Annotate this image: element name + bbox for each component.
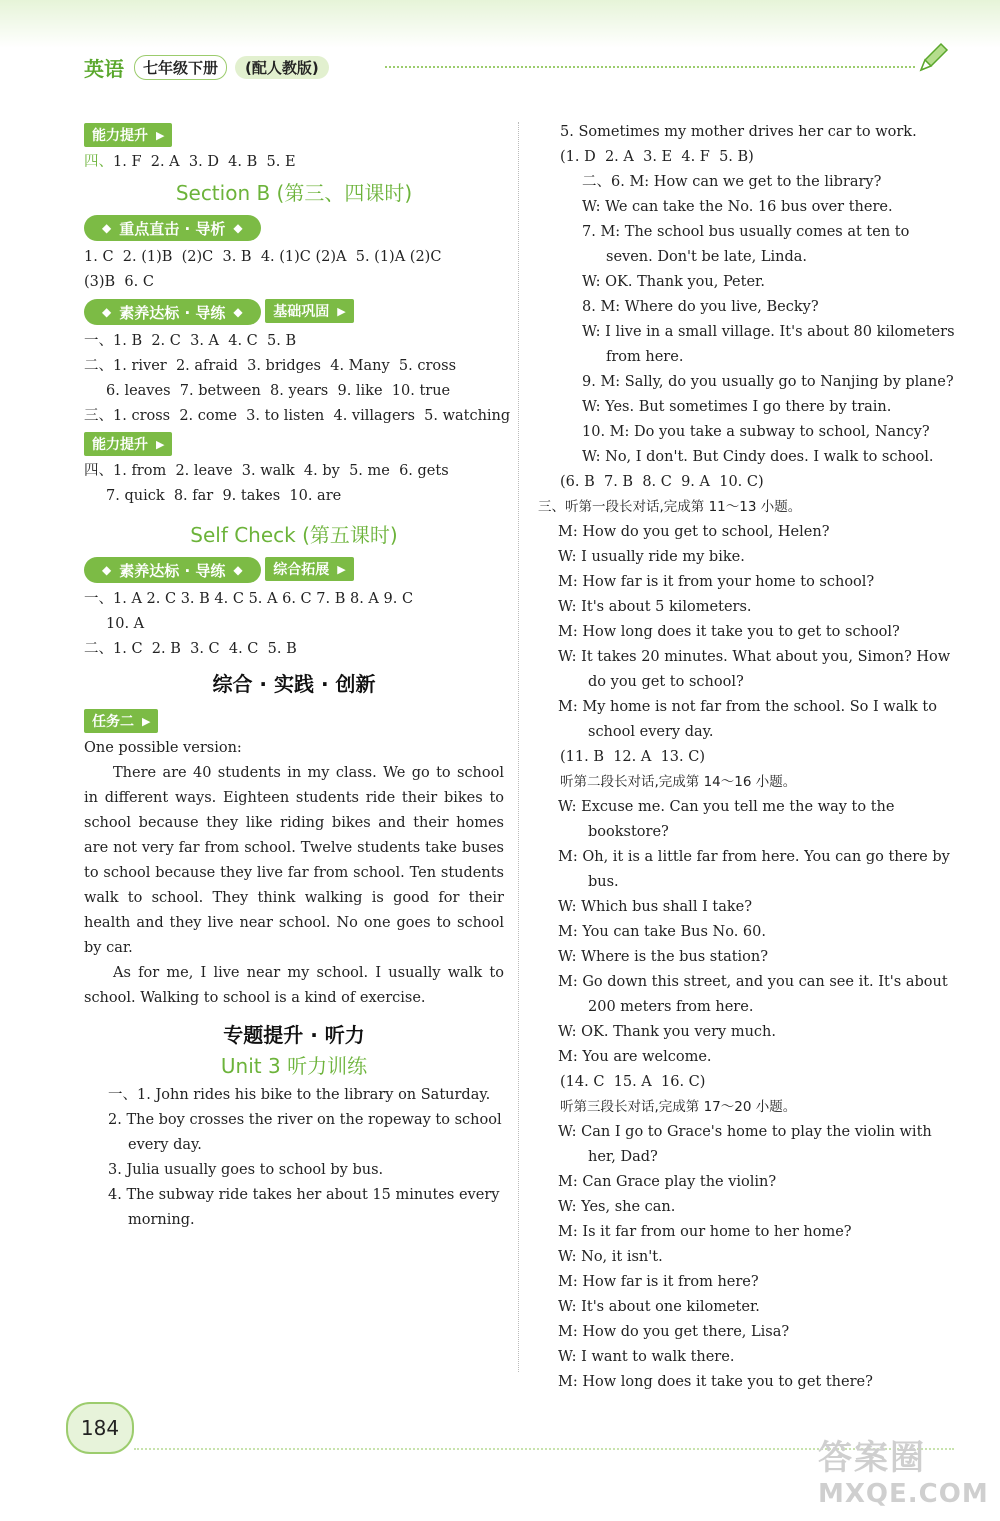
dialogue-line: M: Is it far from our home to her home?: [558, 1224, 852, 1240]
dialogue-line: M: You can take Bus No. 60.: [558, 924, 766, 940]
dialogue-line: 二、6. M: How can we get to the library?: [582, 174, 882, 190]
dialogue-line: 9. M: Sally, do you usually go to Nanjing by plane?: [582, 374, 954, 390]
watermark: [818, 1430, 989, 1509]
list-item: 4. The subway ride takes her about 15 minutes every morning.: [108, 1187, 500, 1228]
dialogue-line: W: It's about one kilometer.: [558, 1299, 760, 1315]
section-tag: 基础巩固 ▶: [265, 299, 353, 323]
list-item: 5. Sometimes my mother drives her car to work.: [560, 124, 917, 140]
section-tag: 综合拓展 ▶: [265, 557, 353, 581]
dialogue-line: M: How long does it take you to get to school?: [558, 624, 900, 640]
dialogue-line: W: Excuse me. Can you tell me the way to the bookstore?: [558, 799, 895, 840]
dialogue-line: W: I live in a small village. It's about 80 kilometers from here.: [582, 324, 955, 365]
list-item: 2. The boy crosses the river on the ropeway to school every day.: [108, 1112, 502, 1153]
pen-icon: [915, 40, 951, 76]
edition-label: (配人教版): [235, 56, 329, 79]
answer-line: 10. A: [106, 616, 145, 632]
dialogue-line: M: You are welcome.: [558, 1049, 712, 1065]
dialogue-line: M: How long does it take you to get there?: [558, 1374, 873, 1390]
dialogue-line: W: Which bus shall I take?: [558, 899, 753, 915]
top-band: [0, 0, 1000, 48]
dialogue-line: W: It's about 5 kilometers.: [558, 599, 752, 615]
list-item: 3. Julia usually goes to school by bus.: [108, 1162, 384, 1178]
dialogue-line: 7. M: The school bus usually comes at ten to seven. Don't be late, Linda.: [582, 224, 910, 265]
dialogue-line: W: We can take the No. 16 bus over there.: [582, 199, 893, 215]
dialogue-line: 8. M: Where do you live, Becky?: [582, 299, 819, 315]
section-heading: Unit 3 听力训练: [220, 1054, 368, 1078]
answer-line: (3)B 6. C: [84, 274, 154, 290]
diamond-icon: ◆: [102, 221, 112, 235]
page-number: 184: [66, 1402, 134, 1454]
play-arrow-icon: ▶: [142, 714, 151, 728]
diamond-icon: ◆: [233, 305, 243, 319]
answer-line: 二、1. C 2. B 3. C 4. C 5. B: [84, 641, 297, 657]
column-divider: [518, 122, 519, 1372]
dialogue-line: M: My home is not far from the school. So I walk to school every day.: [558, 699, 937, 740]
dialogue-line: 10. M: Do you take a subway to school, Nancy?: [582, 424, 930, 440]
answer-line: (14. C 15. A 16. C): [560, 1074, 706, 1090]
diamond-icon: ◆: [233, 221, 243, 235]
dialogue-line: W: Yes, she can.: [558, 1199, 676, 1215]
dialogue-line: W: Can I go to Grace's home to play the violin with her, Dad?: [558, 1124, 932, 1165]
essay-paragraph: There are 40 students in my class. We go to school in different ways. Eighteen students ride their bikes to school because they like riding bikes and their homes are not very far from school. Twelve students take buses to school because they live far from school. Ten students walk to school. They think walking is good for their health and they live near school. No one goes to school by car.: [84, 765, 504, 956]
essay-intro: One possible version:: [84, 740, 242, 756]
answer-line: (6. B 7. B 8. C 9. A 10. C): [560, 474, 764, 490]
answer-line: (11. B 12. A 13. C): [560, 749, 705, 765]
section-title: 综合 · 实践 · 创新: [212, 672, 376, 696]
dialogue-line: W: No, it isn't.: [558, 1249, 663, 1265]
essay-paragraph: As for me, I live near my school. I usually walk to school. Walking to school is a kind of exercise.: [84, 965, 504, 1006]
dialogue-line: M: How far is it from your home to school?: [558, 574, 875, 590]
watermark-text: 答案圈: [818, 1438, 926, 1478]
right-column: [538, 120, 958, 1395]
section-title: 专题提升 · 听力: [223, 1023, 365, 1047]
answer-line: (1. D 2. A 3. E 4. F 5. B): [560, 149, 754, 165]
dialogue-line: W: OK. Thank you, Peter.: [582, 274, 765, 290]
header-divider: [385, 66, 915, 68]
dialogue-line: W: It takes 20 minutes. What about you, Simon? How do you get to school?: [558, 649, 951, 690]
dialogue-line: M: How do you get there, Lisa?: [558, 1324, 790, 1340]
diamond-icon: ◆: [102, 563, 112, 577]
left-column: [84, 120, 511, 1233]
diamond-icon: ◆: [233, 563, 243, 577]
answer-line: 二、1. river 2. afraid 3. bridges 4. Many 5. cross: [84, 358, 457, 374]
section-tag: [84, 123, 172, 147]
answer-line: 四、1. from 2. leave 3. walk 4. by 5. me 6. gets: [84, 463, 449, 479]
answer-line: 6. leaves 7. between 8. years 9. like 10. true: [106, 383, 451, 399]
section-instruction: 三、听第一段长对话,完成第 11～13 小题。: [538, 499, 802, 515]
dialogue-line: W: No, I don't. But Cindy does. I walk to school.: [582, 449, 934, 465]
banner: ◆ 重点直击 · 导析 ◆: [84, 215, 261, 241]
list-item: 一、1. John rides his bike to the library on Saturday.: [108, 1087, 491, 1103]
banner: ◆ 素养达标 · 导练 ◆: [84, 299, 261, 325]
answer-line: 三、1. cross 2. come 3. to listen 4. villagers 5. watching: [84, 408, 511, 424]
dialogue-line: W: I want to walk there.: [558, 1349, 735, 1365]
section-heading: Section B (第三、四课时): [175, 181, 413, 205]
section-tag: 能力提升 ▶: [84, 432, 172, 456]
dialogue-line: W: OK. Thank you very much.: [558, 1024, 776, 1040]
section-instruction: 听第二段长对话,完成第 14～16 小题。: [560, 774, 797, 790]
dialogue-line: W: I usually ride my bike.: [558, 549, 745, 565]
dialogue-line: M: Can Grace play the violin?: [558, 1174, 777, 1190]
answer-line: 四、1. F 2. A 3. D 4. B 5. E: [84, 154, 296, 170]
answer-line: 1. C 2. (1)B (2)C 3. B 4. (1)C (2)A 5. (1)A (2)C: [84, 249, 442, 265]
play-arrow-icon: ▶: [337, 562, 346, 576]
play-arrow-icon: ▶: [337, 304, 346, 318]
dialogue-line: W: Where is the bus station?: [558, 949, 769, 965]
dialogue-line: M: How do you get to school, Helen?: [558, 524, 830, 540]
play-arrow-icon: ▶: [156, 128, 165, 142]
section-instruction: 听第三段长对话,完成第 17～20 小题。: [560, 1099, 797, 1115]
tag-label: 能力提升: [92, 128, 148, 144]
dialogue-line: W: Yes. But sometimes I go there by train.: [582, 399, 892, 415]
diamond-icon: ◆: [102, 305, 112, 319]
watermark-url: MXQE.COM: [818, 1479, 989, 1509]
page-header: [84, 54, 329, 80]
answer-line: 7. quick 8. far 9. takes 10. are: [106, 488, 342, 504]
section-heading: Self Check (第五课时): [190, 523, 398, 547]
dialogue-line: M: How far is it from here?: [558, 1274, 759, 1290]
section-tag: 任务二 ▶: [84, 709, 158, 733]
answer-line: 一、1. A 2. C 3. B 4. C 5. A 6. C 7. B 8. A 9. C: [84, 591, 414, 607]
subject-title: 英语: [84, 56, 124, 81]
grade-label: 七年级下册: [134, 55, 227, 80]
answer-line: 一、1. B 2. C 3. A 4. C 5. B: [84, 333, 297, 349]
dialogue-line: M: Oh, it is a little far from here. You can go there by bus.: [558, 849, 950, 890]
play-arrow-icon: ▶: [156, 437, 165, 451]
banner: ◆ 素养达标 · 导练 ◆: [84, 557, 261, 583]
dialogue-line: M: Go down this street, and you can see it. It's about 200 meters from here.: [558, 974, 948, 1015]
